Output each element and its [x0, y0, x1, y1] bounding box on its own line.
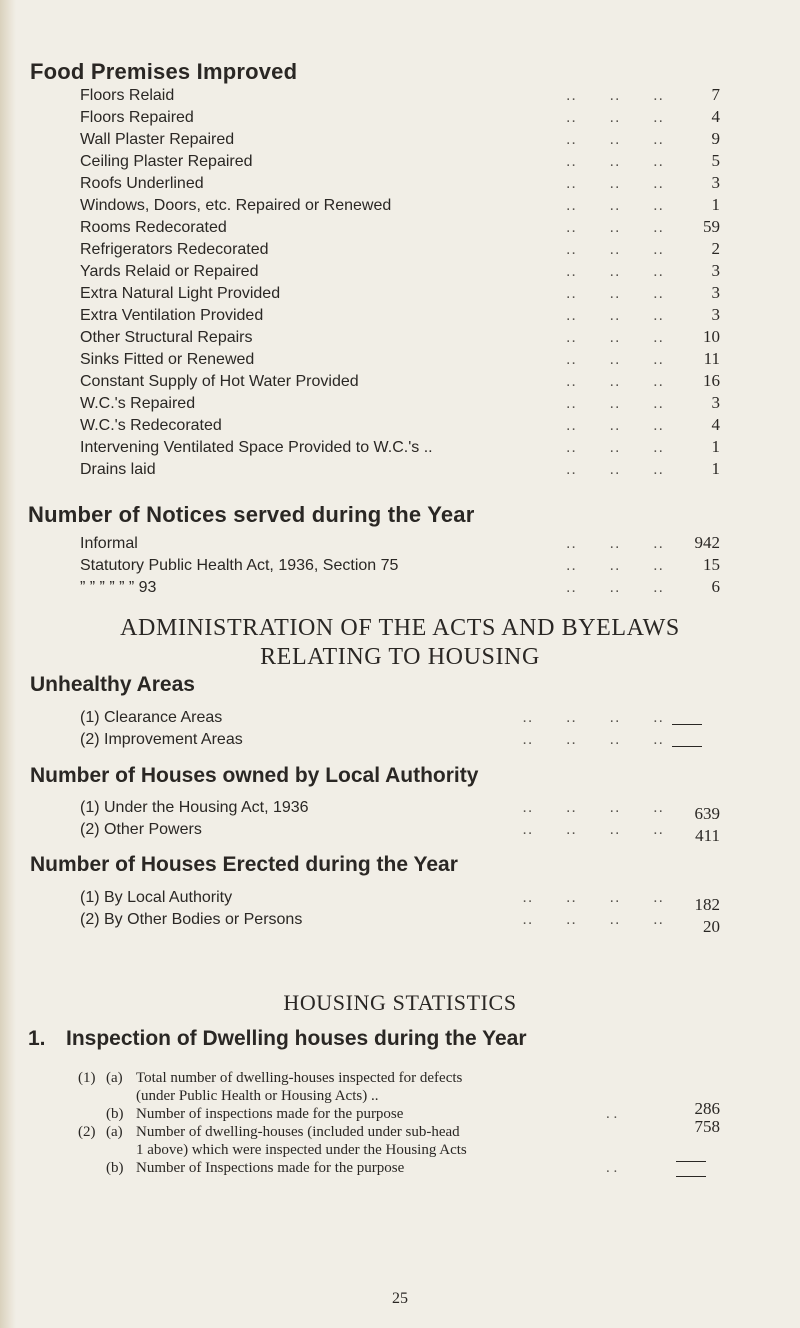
list-item	[80, 555, 720, 577]
item-label: Sinks Fitted or Renewed	[80, 351, 255, 368]
leader-dots: .. .. .. ..	[522, 911, 664, 928]
list-item	[80, 371, 720, 393]
leader-dots: .. .. ..	[565, 153, 664, 170]
item-label: Roofs Underlined	[80, 175, 204, 192]
item-label: (1) Under the Housing Act, 1936	[80, 799, 309, 816]
item-label: (2) Other Powers	[80, 821, 202, 838]
empty-value-dash	[676, 1161, 706, 1162]
item-label: Drains laid	[80, 461, 156, 478]
item-label: Ceiling Plaster Repaired	[80, 153, 253, 170]
list-item	[80, 327, 720, 349]
food-premises-heading: Food Premises Improved	[30, 59, 298, 84]
list-item	[80, 349, 720, 371]
leader-dots: .. .. ..	[565, 535, 664, 552]
houses-owned-heading: Number of Houses owned by Local Authority	[30, 764, 479, 787]
list-item	[80, 217, 720, 239]
leader-dots: .. .. ..	[565, 329, 664, 346]
item-value: 411	[695, 826, 720, 845]
item-value: 59	[703, 217, 720, 236]
list-item	[80, 577, 720, 599]
item-value: 1	[711, 195, 720, 214]
item-value: 20	[703, 917, 720, 936]
item-value: 5	[711, 151, 720, 170]
item-value: 182	[694, 895, 720, 914]
leader-dots: .. .. ..	[565, 109, 664, 126]
item-label: Floors Relaid	[80, 87, 175, 104]
item-label: Extra Natural Light Provided	[80, 285, 281, 302]
leader-dots: .. .. ..	[565, 197, 664, 214]
item-value: 3	[711, 283, 720, 302]
leader-dots: .. .. ..	[565, 579, 664, 596]
row-subhead: (a)	[106, 1070, 123, 1086]
inspection-heading: Inspection of Dwelling houses during the Year	[66, 1027, 527, 1050]
list-item	[80, 797, 720, 819]
item-label: Windows, Doors, etc. Repaired or Renewed	[80, 197, 392, 214]
row-subhead: (b)	[106, 1106, 124, 1122]
administration-title-line2: RELATING TO HOUSING	[260, 644, 540, 670]
item-value: 9	[711, 129, 720, 148]
item-value: 15	[703, 555, 720, 574]
list-item	[80, 437, 720, 459]
list-item	[80, 707, 720, 729]
item-label: Statutory Public Health Act, 1936, Section 75	[80, 557, 399, 574]
item-value: 1	[711, 437, 720, 456]
item-value: 3	[711, 393, 720, 412]
list-item	[80, 729, 720, 751]
empty-value-dash	[676, 1176, 706, 1177]
leader-dots: .. .. ..	[565, 417, 664, 434]
row-subhead: (b)	[106, 1160, 124, 1176]
item-value: 10	[703, 327, 720, 346]
item-value: 4	[711, 415, 720, 434]
leader-dots: .. .. ..	[565, 395, 664, 412]
leader-dots: .. .. ..	[565, 373, 664, 390]
item-label: Informal	[80, 535, 138, 552]
leader-dots: .. .. ..	[565, 219, 664, 236]
unhealthy-areas-heading: Unhealthy Areas	[30, 673, 195, 696]
list-item	[80, 151, 720, 173]
notices-heading: Number of Notices served during the Year	[28, 502, 475, 527]
administration-title-line1: ADMINISTRATION OF THE ACTS AND BYELAWS	[120, 615, 680, 641]
item-value: 3	[711, 261, 720, 280]
row-subhead: (a)	[106, 1124, 123, 1140]
item-value: 7	[711, 85, 720, 104]
page-number: 25	[392, 1290, 408, 1307]
leader-dots: .. .. ..	[565, 131, 664, 148]
leader-dots: .. .. ..	[565, 175, 664, 192]
leader-dots: . .	[606, 1106, 618, 1122]
item-value: 11	[703, 349, 720, 368]
list-item	[80, 173, 720, 195]
row-text: Number of Inspections made for the purpose	[136, 1160, 405, 1176]
leader-dots: .. .. .. ..	[522, 821, 664, 838]
row-text: Number of dwelling-houses (included under sub-head	[136, 1124, 460, 1140]
item-label: Floors Repaired	[80, 109, 194, 126]
item-value: 3	[711, 305, 720, 324]
list-item	[80, 415, 720, 437]
row-text: 1 above) which were inspected under the Housing Acts	[136, 1142, 467, 1158]
leader-dots: .. .. .. ..	[522, 709, 664, 726]
row-number: (2)	[78, 1124, 96, 1140]
leader-dots: .. .. ..	[565, 87, 664, 104]
list-item	[80, 261, 720, 283]
item-label: Other Structural Repairs	[80, 329, 253, 346]
item-value: 16	[703, 371, 720, 390]
item-label: (1) Clearance Areas	[80, 709, 223, 726]
leader-dots: .. .. ..	[565, 307, 664, 324]
list-item	[80, 819, 720, 841]
item-label: Yards Relaid or Repaired	[80, 263, 259, 280]
item-value: 758	[694, 1117, 720, 1136]
leader-dots: .. .. ..	[565, 557, 664, 574]
leader-dots: .. .. ..	[565, 263, 664, 280]
item-label: Constant Supply of Hot Water Provided	[80, 373, 359, 390]
item-value: 1	[711, 459, 720, 478]
list-item	[80, 239, 720, 261]
list-item	[80, 129, 720, 151]
leader-dots: .. .. .. ..	[522, 889, 664, 906]
item-label: W.C.'s Repaired	[80, 395, 196, 412]
item-value: 2	[711, 239, 720, 258]
list-item	[80, 283, 720, 305]
list-item	[80, 85, 720, 107]
leader-dots: .. .. .. ..	[522, 731, 664, 748]
list-item	[80, 533, 720, 555]
list-item	[80, 909, 720, 931]
item-label: ” ” ” ” ” ” 93	[80, 579, 157, 596]
row-number: (1)	[78, 1070, 96, 1086]
list-item	[80, 195, 720, 217]
leader-dots: .. .. ..	[565, 241, 664, 258]
item-value: 6	[711, 577, 720, 596]
item-label: Wall Plaster Repaired	[80, 131, 235, 148]
leader-dots: .. .. ..	[565, 461, 664, 478]
item-value: 942	[694, 533, 720, 552]
item-label: (2) Improvement Areas	[80, 731, 243, 748]
leader-dots: .. .. ..	[565, 439, 664, 456]
item-label: Rooms Redecorated	[80, 219, 227, 236]
list-item	[80, 459, 720, 481]
empty-value-dash	[672, 746, 702, 747]
row-text: Number of inspections made for the purpose	[136, 1106, 404, 1122]
list-item	[80, 107, 720, 129]
list-item	[80, 887, 720, 909]
item-label: W.C.'s Redecorated	[80, 417, 222, 434]
section-number: 1.	[28, 1027, 46, 1050]
houses-erected-heading: Number of Houses Erected during the Year	[30, 853, 458, 876]
leader-dots: . .	[606, 1160, 618, 1176]
item-value: 639	[694, 804, 720, 823]
item-label: (2) By Other Bodies or Persons	[80, 911, 303, 928]
item-value: 4	[711, 107, 720, 126]
empty-value-dash	[672, 724, 702, 725]
item-label: (1) By Local Authority	[80, 889, 233, 906]
housing-statistics-title: HOUSING STATISTICS	[283, 990, 517, 1015]
row-text: (under Public Health or Housing Acts) ..	[136, 1088, 379, 1104]
item-value: 3	[711, 173, 720, 192]
row-text: Total number of dwelling-houses inspected for defects	[136, 1070, 463, 1086]
item-label: Extra Ventilation Provided	[80, 307, 264, 324]
list-item	[80, 393, 720, 415]
item-label: Intervening Ventilated Space Provided to W.C.'s ..	[80, 439, 433, 456]
leader-dots: .. .. ..	[565, 285, 664, 302]
item-value: 286	[694, 1099, 720, 1118]
item-label: Refrigerators Redecorated	[80, 241, 269, 258]
leader-dots: .. .. ..	[565, 351, 664, 368]
leader-dots: .. .. .. ..	[522, 799, 664, 816]
list-item	[80, 305, 720, 327]
